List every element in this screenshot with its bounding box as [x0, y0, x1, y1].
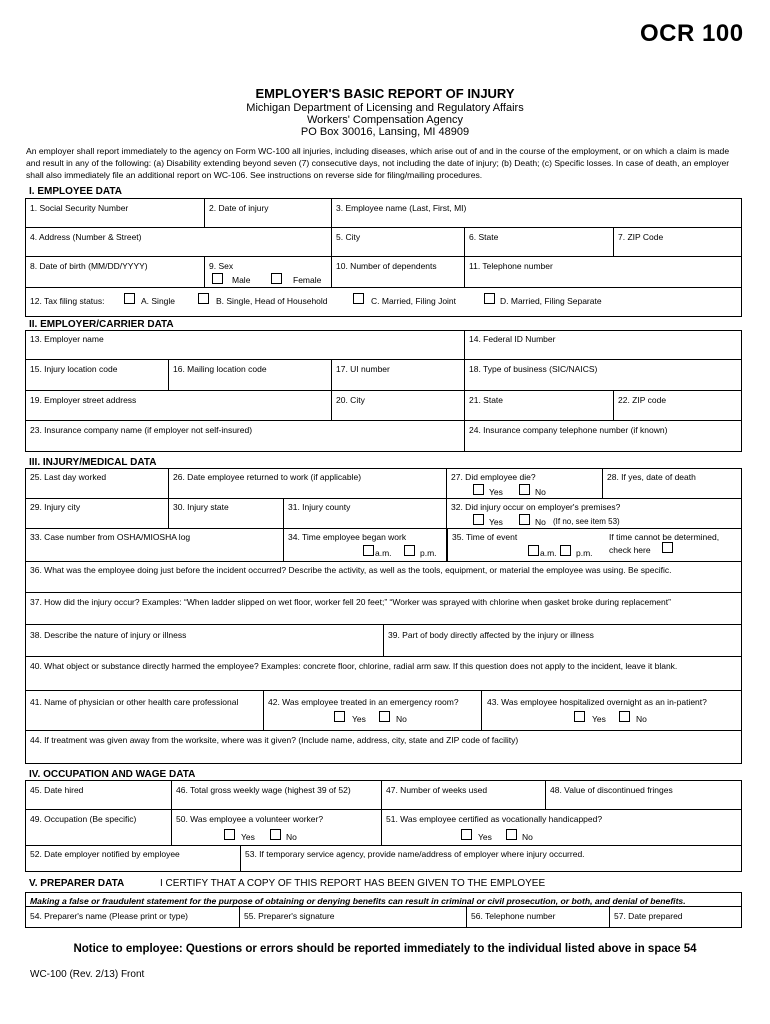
- time-began-work-label: 34. Time employee began work: [288, 532, 407, 542]
- body-part-field[interactable]: 39. Part of body directly affected by the injury or illness: [388, 630, 594, 640]
- premises-yes-checkbox[interactable]: [473, 514, 484, 525]
- employee-name-field[interactable]: 3. Employee name (Last, First, MI): [336, 203, 467, 213]
- volunteer-yes-label: Yes: [241, 832, 255, 842]
- tax-head-of-household-checkbox[interactable]: [198, 293, 209, 304]
- er-no-checkbox[interactable]: [379, 711, 390, 722]
- tax-head-of-household-label: B. Single, Head of Household: [216, 296, 328, 306]
- section-injury-medical-data: III. INJURY/MEDICAL DATA: [29, 457, 157, 468]
- injury-state-field[interactable]: 30. Injury state: [173, 502, 229, 512]
- employer-name-field[interactable]: 13. Employer name: [30, 334, 104, 344]
- preparer-telephone-field[interactable]: 56. Telephone number: [471, 911, 556, 921]
- dependents-field[interactable]: 10. Number of dependents: [336, 261, 437, 271]
- handicapped-no-checkbox[interactable]: [506, 829, 517, 840]
- die-yes-checkbox[interactable]: [473, 484, 484, 495]
- employee-zip-field[interactable]: 7. ZIP Code: [618, 232, 664, 242]
- how-injury-occurred-field[interactable]: 37. How did the injury occur? Examples: “When ladder slipped on wet floor, worker fell 20 feet;” “Worker was sprayed with chlorine when gasket broke during replacement”: [30, 597, 671, 607]
- employee-notice: Notice to employee: Questions or errors should be reported immediately to the individual listed above in space 54: [73, 943, 697, 955]
- employee-address-field[interactable]: 4. Address (Number & Street): [30, 232, 142, 242]
- form-title: EMPLOYER'S BASIC REPORT OF INJURY: [255, 86, 515, 101]
- form-revision: WC-100 (Rev. 2/13) Front: [30, 969, 145, 980]
- section-employer-carrier-data: II. EMPLOYER/CARRIER DATA: [29, 319, 174, 330]
- date-of-birth-field[interactable]: 8. Date of birth (MM/DD/YYYY): [30, 261, 148, 271]
- event-am-label: a.m.: [540, 548, 557, 558]
- fraud-warning: Making a false or fraudulent statement for the purpose of obtaining or denying benefits can result in criminal or civil prosecution, or both, and denial of benefits.: [30, 896, 686, 906]
- handicapped-yes-label: Yes: [478, 832, 492, 842]
- er-yes-checkbox[interactable]: [334, 711, 345, 722]
- began-am-label: a.m.: [375, 548, 392, 558]
- tax-single-checkbox[interactable]: [124, 293, 135, 304]
- date-prepared-field[interactable]: 57. Date prepared: [614, 911, 683, 921]
- event-pm-checkbox[interactable]: [560, 545, 571, 556]
- er-yes-label: Yes: [352, 714, 366, 724]
- date-hired-field[interactable]: 45. Date hired: [30, 785, 84, 795]
- employee-die-label: 27. Did employee die?: [451, 472, 536, 482]
- object-substance-field[interactable]: 40. What object or substance directly harmed the employee? Examples: concrete floor, chlorine, radial arm saw. If this question does not apply to the incident, leave it blank.: [30, 661, 678, 671]
- began-am-checkbox[interactable]: [363, 545, 374, 556]
- physician-name-field[interactable]: 41. Name of physician or other health care professional: [30, 697, 239, 707]
- handicapped-no-label: No: [522, 832, 533, 842]
- return-to-work-field[interactable]: 26. Date employee returned to work (if applicable): [173, 472, 362, 482]
- weeks-used-field[interactable]: 47. Number of weeks used: [386, 785, 488, 795]
- employee-state-field[interactable]: 6. State: [469, 232, 499, 242]
- hospitalized-yes-label: Yes: [592, 714, 606, 724]
- date-of-death-field[interactable]: 28. If yes, date of death: [607, 472, 696, 482]
- male-label: Male: [232, 275, 251, 285]
- injury-county-field[interactable]: 31. Injury county: [288, 502, 351, 512]
- began-pm-checkbox[interactable]: [404, 545, 415, 556]
- weekly-wage-field[interactable]: 46. Total gross weekly wage (highest 39 of 52): [176, 785, 351, 795]
- agency-address: PO Box 30016, Lansing, MI 48909: [300, 126, 470, 138]
- die-no-label: No: [535, 487, 546, 497]
- time-undetermined-label: If time cannot be determined,: [609, 532, 720, 542]
- employer-city-field[interactable]: 20. City: [336, 395, 365, 405]
- premises-no-label: No: [535, 517, 546, 527]
- tax-married-joint-label: C. Married, Filing Joint: [371, 296, 457, 306]
- volunteer-yes-checkbox[interactable]: [224, 829, 235, 840]
- hospitalized-no-label: No: [636, 714, 647, 724]
- date-notified-field[interactable]: 52. Date employer notified by employee: [30, 849, 180, 859]
- male-checkbox[interactable]: [212, 273, 223, 284]
- began-pm-label: p.m.: [420, 548, 437, 558]
- volunteer-label: 50. Was employee a volunteer worker?: [176, 814, 324, 824]
- section-occupation-wage-data: IV. OCCUPATION AND WAGE DATA: [29, 769, 196, 780]
- ssn-field[interactable]: 1. Social Security Number: [30, 203, 129, 213]
- date-of-injury-field[interactable]: 2. Date of injury: [209, 203, 269, 213]
- treatment-location-field[interactable]: 44. If treatment was given away from the worksite, where was it given? (Include name, address, city, state and ZIP code of facility): [30, 735, 519, 745]
- mailing-location-code-field[interactable]: 16. Mailing location code: [173, 364, 267, 374]
- last-day-worked-field[interactable]: 25. Last day worked: [30, 472, 107, 482]
- volunteer-no-checkbox[interactable]: [270, 829, 281, 840]
- tax-filing-label: 12. Tax filing status:: [30, 296, 105, 306]
- preparer-name-field[interactable]: 54. Preparer's name (Please print or type): [30, 911, 189, 921]
- female-label: Female: [293, 275, 322, 285]
- premises-label: 32. Did injury occur on employer's premises?: [451, 502, 621, 512]
- time-of-event-label: 35. Time of event: [452, 532, 518, 542]
- hospitalized-yes-checkbox[interactable]: [574, 711, 585, 722]
- die-no-checkbox[interactable]: [519, 484, 530, 495]
- intro-text: An employer shall report immediately to the agency on Form WC-100 all injuries, including diseases, which arise out of and in the course of the employment, or on which a claim is made and result in any of the following: (a) Disability extending beyond seven (7) consecutive days, not including the date of injury; (b) Death; (c) Specific losses. In case of death, an employer shall also immediately file an additional report on WC-106. See instructions on reverse side for filing/mailing procedures.: [26, 146, 730, 180]
- vocationally-handicapped-label: 51. Was employee certified as vocationally handicapped?: [386, 814, 603, 824]
- time-undetermined-checkbox[interactable]: [662, 542, 673, 553]
- federal-id-field[interactable]: 14. Federal ID Number: [469, 334, 556, 344]
- preparer-data-box: [25, 892, 742, 928]
- check-here-label: check here: [609, 545, 651, 555]
- er-no-label: No: [396, 714, 407, 724]
- tax-single-label: A. Single: [141, 296, 176, 306]
- tax-married-joint-checkbox[interactable]: [353, 293, 364, 304]
- injury-location-code-field[interactable]: 15. Injury location code: [30, 364, 118, 374]
- volunteer-no-label: No: [286, 832, 297, 842]
- business-type-field[interactable]: 18. Type of business (SIC/NAICS): [469, 364, 598, 374]
- hospitalized-label: 43. Was employee hospitalized overnight as an in-patient?: [487, 697, 707, 707]
- ui-number-field[interactable]: 17. UI number: [336, 364, 390, 374]
- agency-department: Michigan Department of Licensing and Regulatory Affairs: [246, 102, 524, 114]
- section-preparer-data: V. PREPARER DATA: [29, 878, 125, 889]
- emergency-room-label: 42. Was employee treated in an emergency room?: [268, 697, 459, 707]
- premises-no-checkbox[interactable]: [519, 514, 530, 525]
- osha-case-number-field[interactable]: 33. Case number from OSHA/MIOSHA log: [30, 532, 191, 542]
- insurance-telephone-field[interactable]: 24. Insurance company telephone number (if known): [469, 425, 668, 435]
- female-checkbox[interactable]: [271, 273, 282, 284]
- employee-city-field[interactable]: 5. City: [336, 232, 361, 242]
- nature-of-injury-field[interactable]: 38. Describe the nature of injury or illness: [30, 630, 187, 640]
- premises-yes-label: Yes: [489, 517, 503, 527]
- employer-state-field[interactable]: 21. State: [469, 395, 504, 405]
- hospitalized-no-checkbox[interactable]: [619, 711, 630, 722]
- event-am-checkbox[interactable]: [528, 545, 539, 556]
- premises-note: (If no, see item 53): [553, 517, 620, 526]
- preparer-signature-field[interactable]: 55. Preparer's signature: [244, 911, 335, 921]
- tax-married-separate-checkbox[interactable]: [484, 293, 495, 304]
- employee-telephone-field[interactable]: 11. Telephone number: [469, 261, 553, 271]
- section-employee-data: I. EMPLOYEE DATA: [29, 186, 122, 197]
- employer-zip-field[interactable]: 22. ZIP code: [618, 395, 667, 405]
- discontinued-fringes-field[interactable]: 48. Value of discontinued fringes: [550, 785, 673, 795]
- event-pm-label: p.m.: [576, 548, 593, 558]
- certification-statement: I CERTIFY THAT A COPY OF THIS REPORT HAS BEEN GIVEN TO THE EMPLOYEE: [160, 878, 546, 889]
- activity-before-incident-field[interactable]: 36. What was the employee doing just before the incident occurred? Describe the activity, as well as the tools, equipment, or material the employee was using. Be specific.: [30, 565, 672, 575]
- form-code: OCR 100: [640, 20, 744, 47]
- occupation-field[interactable]: 49. Occupation (Be specific): [30, 814, 137, 824]
- handicapped-yes-checkbox[interactable]: [461, 829, 472, 840]
- injury-city-field[interactable]: 29. Injury city: [30, 502, 81, 512]
- agency-name: Workers' Compensation Agency: [307, 114, 463, 126]
- sex-label: 9. Sex: [209, 261, 234, 271]
- tax-married-separate-label: D. Married, Filing Separate: [500, 296, 602, 306]
- die-yes-label: Yes: [489, 487, 503, 497]
- insurance-company-field[interactable]: 23. Insurance company name (if employer not self-insured): [30, 425, 253, 435]
- employer-street-field[interactable]: 19. Employer street address: [30, 395, 137, 405]
- temp-agency-field[interactable]: 53. If temporary service agency, provide name/address of employer where injury occurred.: [245, 849, 585, 859]
